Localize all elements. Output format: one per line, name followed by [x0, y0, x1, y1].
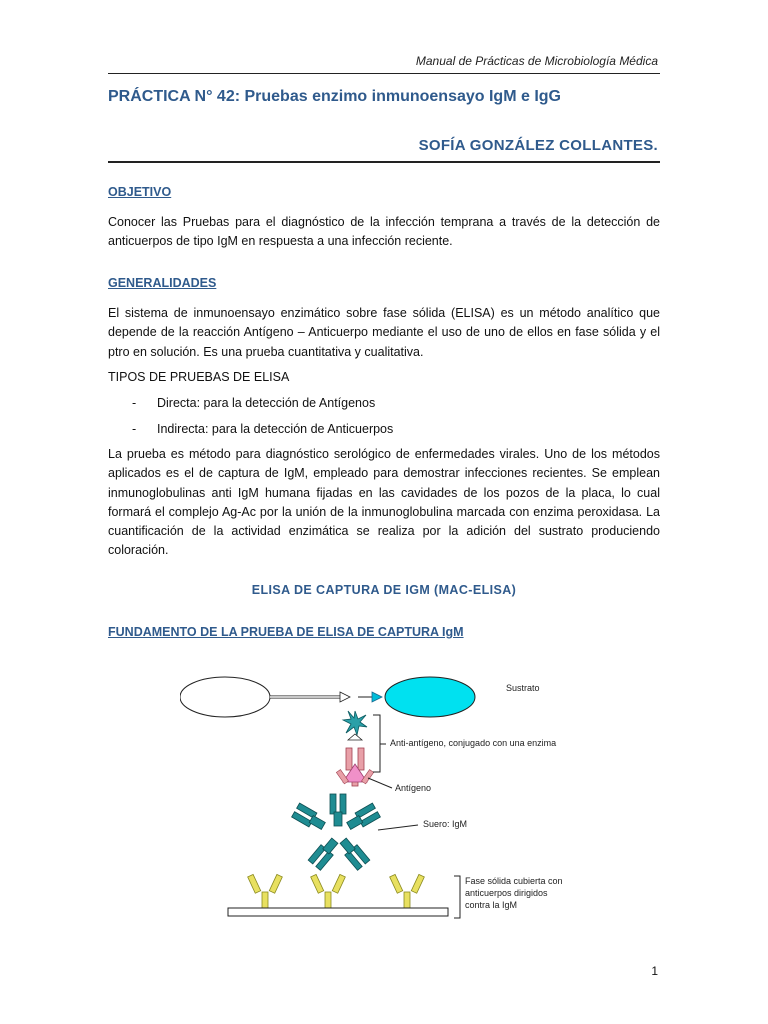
conjugate-link-icon [348, 734, 362, 740]
list-item-text: Directa: para la detección de Antígenos [157, 396, 376, 410]
generalidades-heading: GENERALIDADES [108, 276, 217, 290]
tipos-heading: TIPOS DE PRUEBAS DE ELISA [108, 370, 290, 384]
author-name: SOFÍA GONZÁLEZ COLLANTES. [418, 137, 658, 154]
list-dash: - [132, 422, 137, 436]
solid-phase-bar [228, 908, 448, 916]
substrate-colored-ellipse [385, 677, 475, 717]
capture-antibody-icon [248, 874, 425, 908]
substrate-empty-ellipse [180, 677, 270, 717]
label-fase-solida-1: Fase sólida cubierta con [465, 876, 563, 886]
running-header: Manual de Prácticas de Microbiología Médica [415, 54, 658, 68]
list-item [132, 396, 375, 410]
generalidades-paragraph-2: La prueba es método para diagnóstico serológico de enfermedades virales. Uno de los métodos aplicados es el de captura de IgM, empleado para demostrar infecciones recientes. Se emplean inmunoglobulinas anti IgM humana fijadas en las cavidades de los pozos de la placa, lo cual formará el complejo Ag-Ac por la unión de la inmunoglobulina marcada con enzima peroxidasa. La cuantificación de la actividad enzimática se realiza por la adición del sustrato produciendo coloración. [108, 447, 660, 558]
fundamento-heading: FUNDAMENTO DE LA PRUEBA DE ELISA DE CAPTURA IgM [108, 625, 464, 639]
label-anti-antigeno: Anti-antígeno, conjugado con una enzima [390, 738, 557, 748]
list-item-text: Indirecta: para la detección de Anticuerpos [157, 422, 394, 436]
list-item [132, 422, 393, 436]
label-fase-solida-3: contra la IgM [465, 900, 518, 910]
label-antigeno: Antígeno [395, 783, 432, 793]
label-suero: Suero: IgM [423, 819, 468, 829]
antigen-icon [336, 764, 373, 784]
bracket-solid-phase [454, 876, 460, 918]
elisa-diagram [180, 660, 600, 935]
reaction-arrow-right-head [372, 692, 382, 702]
elisa-heading: ELISA DE CAPTURA DE IGM (MAC-ELISA) [251, 583, 517, 597]
objetivo-heading: OBJETIVO [108, 185, 172, 199]
igm-pentamer-icon [292, 794, 381, 870]
bracket-conjugate [373, 715, 380, 772]
label-fase-solida-2: anticuerpos dirigidos [465, 888, 548, 898]
objetivo-text: Conocer las Pruebas para el diagnóstico de la infección temprana a través de la detección de anticuerpos de tipo IgM en respuesta a una infección reciente. [108, 215, 660, 249]
label-sustrato: Sustrato [506, 683, 540, 693]
enzyme-star-icon [343, 711, 367, 735]
generalidades-paragraph-1: El sistema de inmunoensayo enzimático sobre fase sólida (ELISA) es un método analítico que depende de la reacción Antígeno – Anticuerpo mediante el uso de uno de ellos en fase sólida y el ptro en solución. Es una prueba cuantitativa y cualitativa. [108, 306, 660, 359]
practice-title: PRÁCTICA N° 42: Pruebas enzimo inmunoensayo IgM e IgG [108, 88, 561, 105]
author-rule [108, 161, 660, 163]
header-rule [108, 73, 660, 74]
list-dash: - [132, 396, 137, 410]
page-number: 1 [651, 964, 658, 978]
